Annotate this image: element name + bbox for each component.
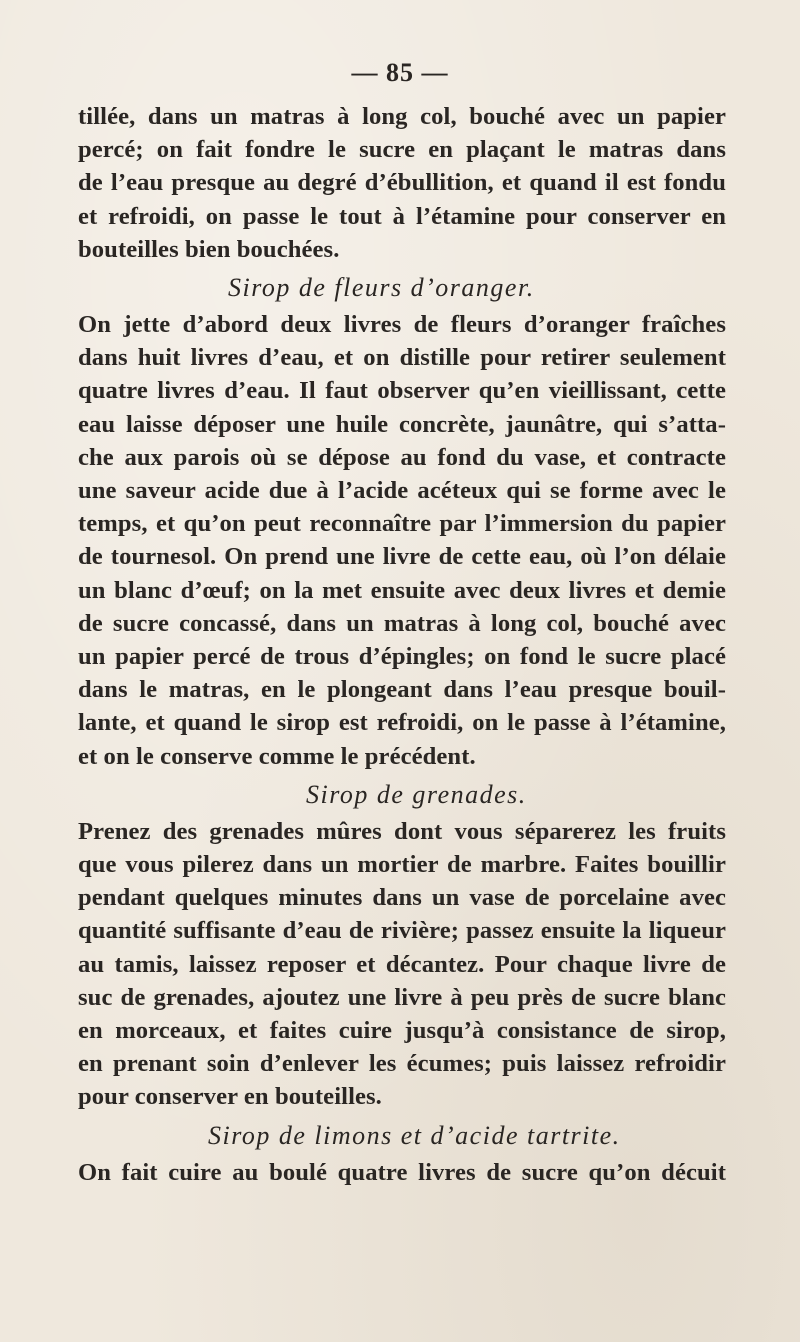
- oranger-line-13: lante, et quand le sirop est refroidi, on le passe à l’étamine,: [78, 709, 726, 737]
- intro-line-4: et refroidi, on passe le tout à l’étamine pour conserver en: [78, 202, 726, 230]
- grenades-line-5: au tamis, laissez reposer et décantez. Pour chaque livre de: [78, 950, 726, 978]
- oranger-line-9: un blanc d’œuf; on la met ensuite avec deux livres et demie: [78, 576, 726, 604]
- oranger-line-8: de tournesol. On prend une livre de cette eau, où l’on délaie: [78, 543, 726, 571]
- heading-sirop-grenades: Sirop de grenades.: [306, 779, 527, 809]
- grenades-line-2: que vous pilerez dans un mortier de marbre. Faites bouillir: [78, 851, 726, 879]
- limons-line-1: On fait cuire au boulé quatre livres de sucre qu’on décuit: [78, 1158, 726, 1186]
- page-number: — 85 —: [351, 58, 449, 87]
- grenades-line-9: pour conserver en bouteilles.: [78, 1083, 382, 1111]
- oranger-line-10: de sucre concassé, dans un matras à long col, bouché avec: [78, 609, 726, 637]
- grenades-line-7: en morceaux, et faites cuire jusqu’à consistance de sirop,: [78, 1017, 726, 1045]
- oranger-line-4: eau laisse déposer une huile concrète, jaunâtre, qui s’atta-: [78, 410, 726, 438]
- grenades-line-1: Prenez des grenades mûres dont vous séparerez les fruits: [78, 817, 726, 845]
- heading-sirop-fleurs-oranger: Sirop de fleurs d’oranger.: [228, 273, 535, 303]
- grenades-line-3: pendant quelques minutes dans un vase de porcelaine avec: [78, 884, 726, 912]
- page-body: [78, 100, 726, 1189]
- oranger-line-11: un papier percé de trous d’épingles; on fond le sucre placé: [78, 643, 726, 671]
- oranger-line-7: temps, et qu’on peut reconnaître par l’immersion du papier: [78, 510, 726, 538]
- oranger-line-2: dans huit livres d’eau, et on distille pour retirer seulement: [78, 344, 726, 372]
- oranger-line-12: dans le matras, en le plongeant dans l’eau presque bouil-: [78, 676, 726, 704]
- heading-sirop-limons: Sirop de limons et d’acide tartrite.: [208, 1120, 621, 1150]
- intro-line-3: de l’eau presque au degré d’ébullition, et quand il est fondu: [78, 169, 726, 197]
- oranger-line-14: et on le conserve comme le précédent.: [78, 742, 476, 770]
- oranger-line-3: quatre livres d’eau. Il faut observer qu’en vieillissant, cette: [78, 377, 726, 405]
- intro-line-1: tillée, dans un matras à long col, bouché avec un papier: [78, 103, 726, 130]
- oranger-line-1: On jette d’abord deux livres de fleurs d’oranger fraîches: [78, 311, 726, 339]
- grenades-line-6: suc de grenades, ajoutez une livre à peu près de sucre blanc: [78, 983, 726, 1011]
- oranger-line-5: che aux parois où se dépose au fond du vase, et contracte: [78, 443, 726, 471]
- intro-line-2: percé; on fait fondre le sucre en plaçant le matras dans: [78, 136, 726, 164]
- grenades-line-8: en prenant soin d’enlever les écumes; puis laissez refroidir: [78, 1050, 726, 1078]
- grenades-line-4: quantité suffisante d’eau de rivière; passez ensuite la liqueur: [78, 917, 726, 945]
- intro-line-5: bouteilles bien bouchées.: [78, 235, 340, 263]
- oranger-line-6: une saveur acide due à l’acide acéteux qui se forme avec le: [78, 477, 726, 505]
